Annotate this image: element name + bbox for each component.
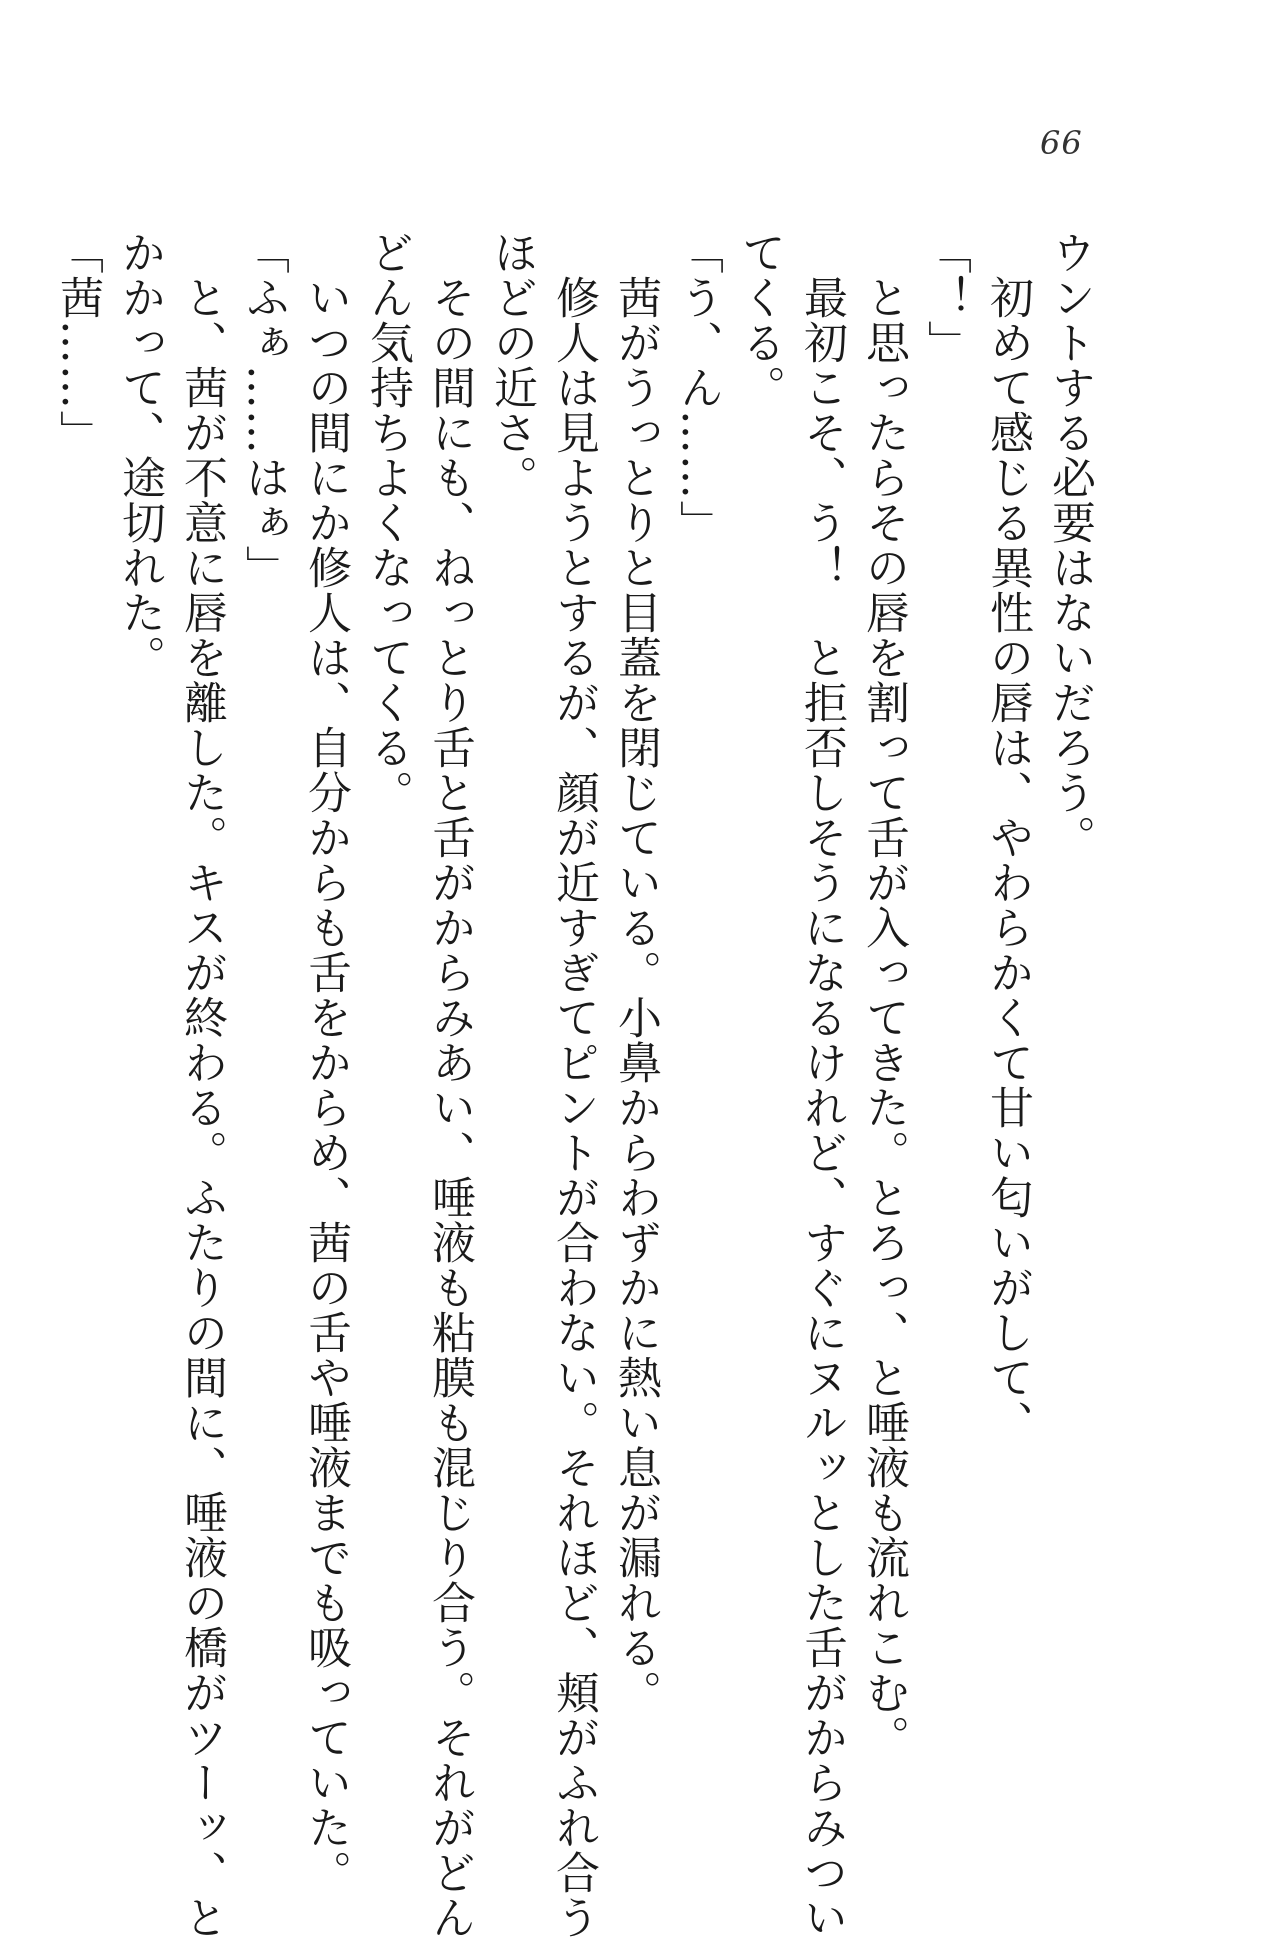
text-line: てくる。 <box>734 230 785 410</box>
body-text <box>46 230 1100 1940</box>
text-line: 「う、ん……」 <box>672 230 723 545</box>
page-number: 66 <box>1040 124 1083 162</box>
text-line: 茜がうっとりと目蓋を閉じている。小鼻からわずかに熱い息が漏れる。 <box>610 230 661 1715</box>
text-line: どん気持ちよくなってくる。 <box>362 230 413 815</box>
text-line: と、茜が不意に唇を離した。キスが終わる。ふたりの間に、唾液の橋がツーッ、と <box>176 230 227 1940</box>
text-line: 最初こそ、う！ と拒否しそうになるけれど、すぐにヌルッとした舌がからみつい <box>796 230 847 1940</box>
text-line: 「茜……」 <box>52 230 103 455</box>
text-line: と思ったらその唇を割って舌が入ってきた。とろっ、と唾液も流れこむ。 <box>858 230 909 1760</box>
text-line: 修人は見ようとするが、顔が近すぎてピントが合わない。それほど、頬がふれ合う <box>548 230 599 1940</box>
text-line: いつの間にか修人は、自分からも舌をからめ、茜の舌や唾液までも吸っていた。 <box>300 230 351 1895</box>
text-line: ほどの近さ。 <box>486 230 537 500</box>
text-line: 「！」 <box>920 230 971 365</box>
text-line: かかって、途切れた。 <box>114 230 165 680</box>
text-line: 「ふぁ……はぁ」 <box>238 230 289 590</box>
text-line: ウントする必要はないだろう。 <box>1044 230 1095 860</box>
text-line: 初めて感じる異性の唇は、やわらかくて甘い匂いがして、 <box>982 230 1033 1445</box>
text-line: その間にも、ねっとり舌と舌がからみあい、唾液も粘膜も混じり合う。それがどん <box>424 230 475 1940</box>
